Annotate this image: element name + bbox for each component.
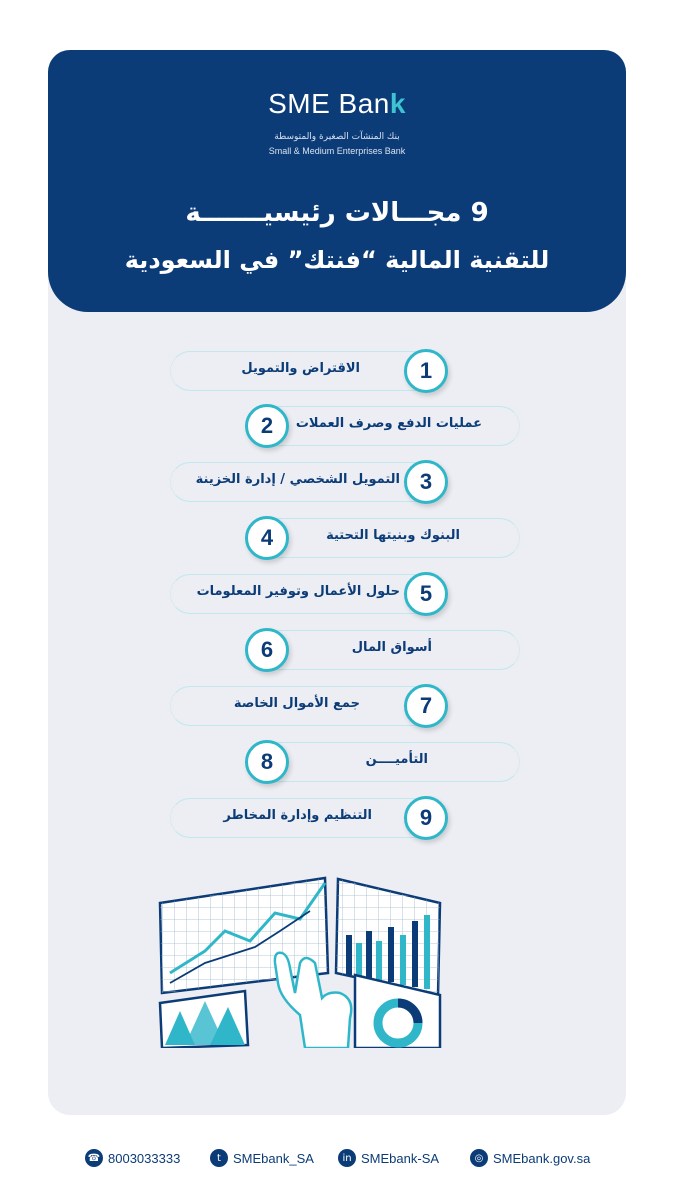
brand-tagline-arabic: بنك المنشآت الصغيرة والمتوسطة xyxy=(274,132,400,142)
contact-linkedin[interactable] xyxy=(338,1146,439,1170)
list-item-8 xyxy=(245,740,520,784)
bar-chart-screen xyxy=(336,879,440,995)
list-item-5 xyxy=(170,572,450,616)
item-number: 6 xyxy=(245,628,289,672)
header-banner xyxy=(48,50,626,312)
fintech-illustration xyxy=(150,823,450,1048)
list-item-6 xyxy=(245,628,520,672)
footer-contacts xyxy=(0,1146,675,1170)
twitter-handle: SMEbank_SA xyxy=(233,1150,314,1166)
brand-name-accent: k xyxy=(389,88,406,119)
item-number: 7 xyxy=(404,684,448,728)
item-number: 3 xyxy=(404,460,448,504)
item-number: 2 xyxy=(245,404,289,448)
item-number: 5 xyxy=(404,572,448,616)
item-number: 8 xyxy=(245,740,289,784)
contact-twitter[interactable] xyxy=(210,1146,314,1170)
linkedin-icon: in xyxy=(338,1149,356,1167)
item-label: أسواق المال xyxy=(351,640,432,655)
globe-icon: ◎ xyxy=(470,1149,488,1167)
linkedin-handle: SMEbank-SA xyxy=(361,1150,440,1166)
item-label: جمع الأموال الخاصة xyxy=(233,696,360,711)
subtitle-part-b: في السعودية xyxy=(124,246,288,274)
brand-name: SME Ban xyxy=(268,88,390,119)
item-label: التأميــــن xyxy=(365,752,428,767)
item-label: البنوك وبنيتها التحتية xyxy=(326,528,460,543)
item-label: التنظيم وإدارة المخاطر xyxy=(223,808,372,823)
item-number: 9 xyxy=(404,796,448,840)
subtitle-part-a: للتقنية المالية xyxy=(376,246,550,274)
list-item-3 xyxy=(170,460,450,504)
phone-number: 8003033333 xyxy=(108,1150,181,1166)
subtitle-highlight: “فنتك” xyxy=(287,246,377,274)
item-label: التمويل الشخصي / إدارة الخزينة xyxy=(195,472,400,487)
contact-phone[interactable] xyxy=(85,1146,180,1170)
brand-tagline-english: Small & Medium Enterprises Bank xyxy=(268,146,406,156)
page-subtitle xyxy=(48,246,626,274)
contact-website[interactable] xyxy=(470,1146,590,1170)
item-number: 1 xyxy=(404,349,448,393)
brand-logo xyxy=(48,88,626,120)
list-item-7 xyxy=(170,684,450,728)
list-item-2 xyxy=(245,404,520,448)
item-label: عمليات الدفع وصرف العملات xyxy=(295,416,482,431)
item-label: حلول الأعمال وتوفير المعلومات xyxy=(196,584,400,599)
item-label: الاقتراض والتمويل xyxy=(241,361,360,376)
list-item-1 xyxy=(170,349,450,393)
page-title: 9 مجـــالات رئيسيـــــــة xyxy=(185,198,489,228)
phone-icon: ☎ xyxy=(85,1149,103,1167)
list-item-4 xyxy=(245,516,520,560)
website-url: SMEbank.gov.sa xyxy=(493,1150,591,1166)
twitter-icon: t xyxy=(210,1149,228,1167)
item-number: 4 xyxy=(245,516,289,560)
area-chart-screen xyxy=(160,991,248,1048)
